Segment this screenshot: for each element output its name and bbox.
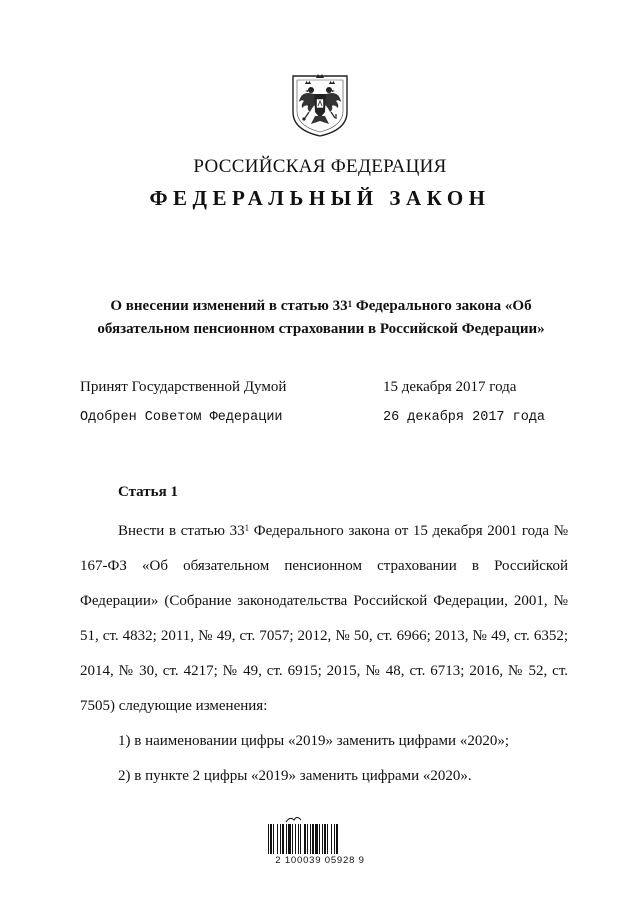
law-title-superscript: 1: [347, 299, 353, 309]
barcode-bar: [295, 824, 296, 854]
barcode-bar: [292, 824, 293, 854]
article-intro-superscript: 1: [244, 523, 250, 533]
barcode-bar: [288, 824, 291, 854]
barcode-bar: [270, 824, 272, 854]
barcode-bar: [280, 824, 281, 854]
barcode-bar: [310, 824, 311, 854]
barcode-mark: [286, 818, 301, 823]
adoption-label: Одобрен Советом Федерации: [80, 410, 283, 425]
law-title-start: О внесении изменений в статью 33: [110, 298, 348, 314]
law-title: [96, 295, 546, 341]
barcode-bar: [319, 824, 320, 854]
adoption-date: 15 декабря 2017 года: [383, 379, 517, 395]
adoption-label: Принят Государственной Думой: [80, 379, 287, 395]
article-intro-start: Внести в статью 33: [118, 523, 245, 539]
coat-of-arms-icon: [287, 68, 353, 138]
barcode-bar: [331, 824, 332, 854]
article-heading: Статья 1: [118, 484, 178, 500]
barcode-bar: [300, 824, 301, 854]
article-intro-end: Федерального закона от 15 декабря 2001 года № 167-ФЗ «Об обязательном пенсионном страховании в Российской Федерации» (Собрание законодательства Российской Федерации, 2001, № 51, ст. 4832; 2011, № 49, ст. 7057; 2012, № 50, ст. 6966; 2013, № 49, ст. 6352; 2014, № 30, ст. 4217; № 49, ст. 6915; 2015, № 48, ст. 6713; 2016, № 52, ст. 7505) следующие изменения:: [80, 523, 569, 714]
amendment-item: 2) в пункте 2 цифры «2019» заменить цифрами «2020».: [118, 768, 472, 784]
article-body: [80, 514, 568, 794]
article-intro: [80, 514, 568, 724]
amendment-item: 1) в наименовании цифры «2019» заменить цифрами «2020»;: [118, 733, 509, 749]
barcode-bar: [282, 824, 284, 854]
country-name: РОССИЙСКАЯ ФЕДЕРАЦИЯ: [193, 156, 447, 177]
barcode-bar: [268, 824, 269, 854]
barcode-bar: [324, 824, 326, 854]
barcode-bar: [322, 824, 323, 854]
barcode-bar: [327, 824, 328, 854]
law-title-end: Федерального закона «Об обязательном пенсионном страховании в Российской Федерации»: [97, 298, 545, 337]
barcode-bar: [312, 824, 314, 854]
document-type: ФЕДЕРАЛЬНЫЙ ЗАКОН: [149, 186, 491, 210]
barcode-bar: [277, 824, 278, 854]
barcode-graphic: [266, 814, 372, 858]
barcode-bar: [315, 824, 318, 854]
barcode-bar: [334, 824, 335, 854]
barcode-bar: [273, 824, 274, 854]
barcode-bar: [336, 824, 338, 854]
adoption-date: 26 декабря 2017 года: [383, 410, 546, 425]
barcode-bar: [298, 824, 299, 854]
barcode-number: 2 100039 05928 9: [275, 855, 365, 866]
barcode-bar: [304, 824, 306, 854]
barcode-bar: [307, 824, 308, 854]
barcode-bar: [286, 824, 287, 854]
